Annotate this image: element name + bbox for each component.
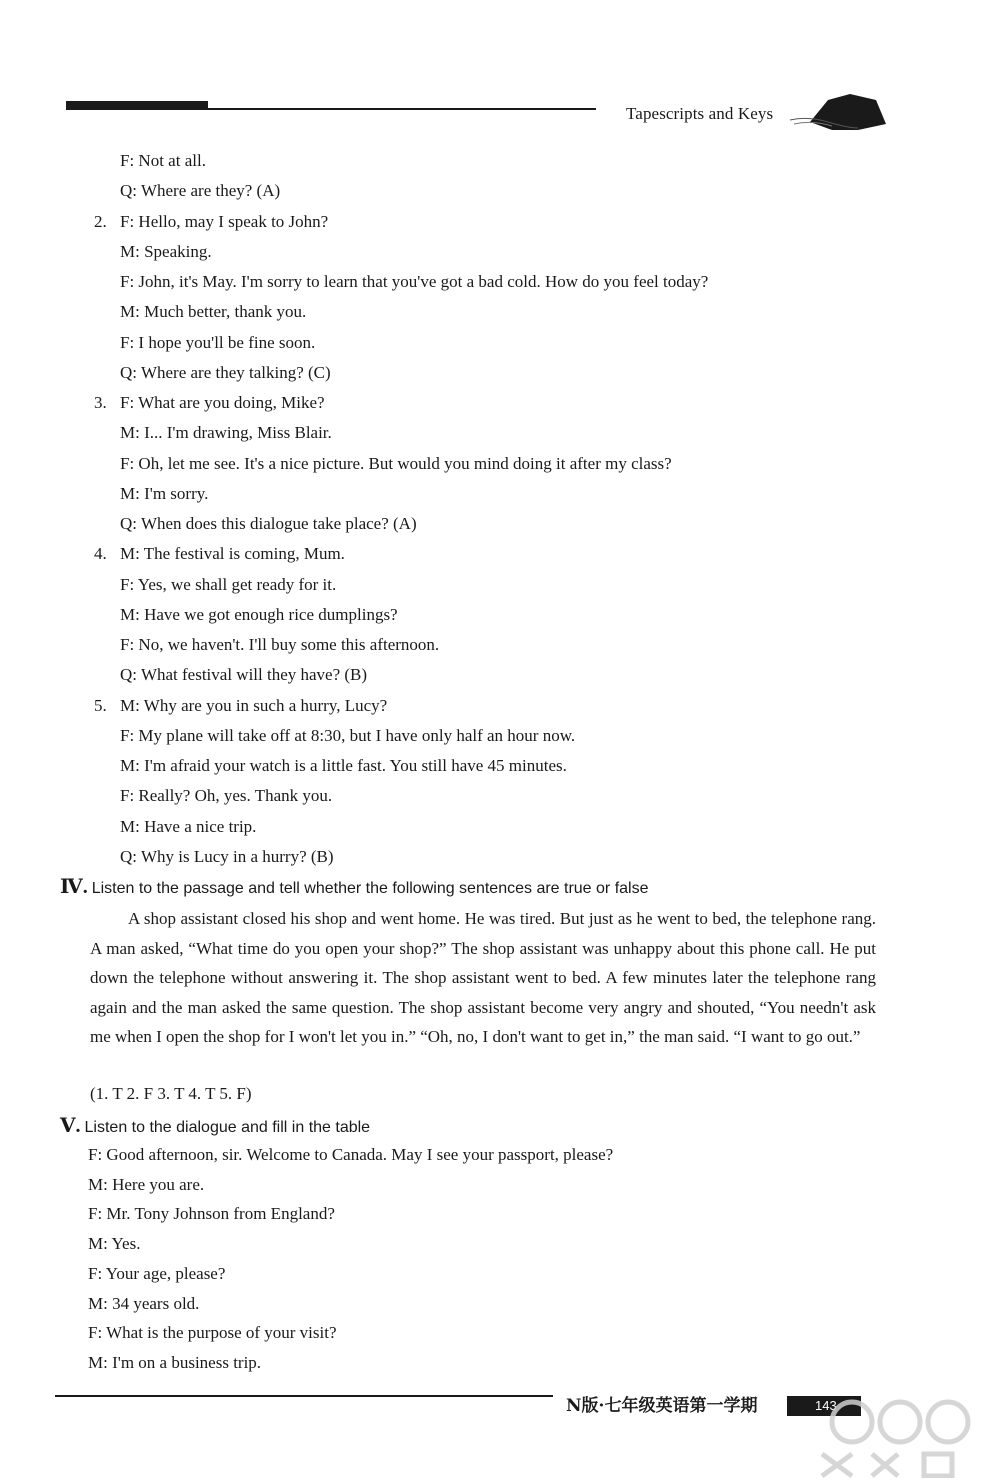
section-4-answers: (1. T 2. F 3. T 4. T 5. F) xyxy=(90,1084,252,1103)
line-text: Q: Why is Lucy in a hurry? (B) xyxy=(120,846,334,866)
dialogue-line xyxy=(120,484,208,504)
section-4-heading xyxy=(60,874,649,899)
line-text: F: No, we haven't. I'll buy some this afternoon. xyxy=(120,635,440,654)
dialogue-line xyxy=(120,635,439,655)
line-text: Q: When does this dialogue take place? (A) xyxy=(120,514,417,533)
line-text: Q: Where are they talking? (C) xyxy=(120,362,331,382)
line-text: F: Yes, we shall get ready for it. xyxy=(120,574,337,594)
dialogue-line: F: What is the purpose of your visit? xyxy=(88,1323,337,1343)
line-text: M: Have we got enough rice dumplings? xyxy=(120,604,398,624)
line-text: F: John, it's May. I'm sorry to learn that you've got a bad cold. How do you feel today? xyxy=(120,272,709,291)
watermark-icon xyxy=(812,1392,982,1478)
page-number: 143 xyxy=(787,1396,861,1416)
dialogue-line: M: Yes. xyxy=(88,1234,141,1254)
item-number: 2. xyxy=(94,211,107,231)
item-number: 5. xyxy=(94,695,107,715)
line-text: M: I'm afraid your watch is a little fast. You still have 45 minutes. xyxy=(120,756,567,775)
dialogue-line xyxy=(120,181,280,201)
line-text: F: What are you doing, Mike? xyxy=(120,393,325,412)
dialogue-line xyxy=(120,151,206,171)
line-text: M: Speaking. xyxy=(120,241,212,261)
book-icon xyxy=(788,86,888,136)
dialogue-line xyxy=(120,665,367,685)
dialogue-line xyxy=(120,817,256,837)
line-text: F: Really? Oh, yes. Thank you. xyxy=(120,786,333,806)
dialogue-line xyxy=(120,272,708,292)
dialogue-line xyxy=(120,605,398,625)
section-5-numeral: Ⅴ. xyxy=(60,1115,81,1137)
dialogue-line: F: Good afternoon, sir. Welcome to Canada. May I see your passport, please? xyxy=(88,1145,614,1164)
section-5-title: Listen to the dialogue and fill in the table xyxy=(84,1119,371,1136)
section-4-passage: A shop assistant closed his shop and went home. He was tired. But just as he went to bed, the telephone rang. A man asked, “What time do you open your shop?” The shop assistant was unhappy about this phone call. He put down the telephone without answering it. The shop assistant went to bed. A few minutes later the telephone rang again and the man asked the same question. The shop assistant become very angry and shouted, “You needn't ask me when I open the shop for I won't let you in.” “Oh, no, I don't want to get in,” the man said. “I want to go out.” xyxy=(90,909,876,1047)
section-4-title: Listen to the passage and tell whether the following sentences are true or false xyxy=(91,880,649,897)
line-text: M: I'm sorry. xyxy=(120,483,209,503)
header-title: Tapescripts and Keys xyxy=(626,104,774,123)
dialogue-line xyxy=(120,423,332,443)
line-text: M: Why are you in such a hurry, Lucy? xyxy=(120,695,388,715)
dialogue-line xyxy=(120,575,336,595)
line-text: F: Oh, let me see. It's a nice picture. But would you mind doing it after my class? xyxy=(120,453,672,473)
dialogue-line xyxy=(120,514,417,534)
dialogue-line: F: Mr. Tony Johnson from England? xyxy=(88,1204,335,1224)
dialogue-line xyxy=(94,544,345,564)
dialogue-line xyxy=(120,786,332,806)
line-text: Q: What festival will they have? (B) xyxy=(120,665,368,685)
line-text: M: Much better, thank you. xyxy=(120,302,307,322)
dialogue-line xyxy=(120,454,672,474)
dialogue-line xyxy=(120,242,212,262)
section-4-numeral: Ⅳ. xyxy=(60,876,88,898)
footer-rule xyxy=(55,1395,553,1397)
dialogue-line xyxy=(120,302,306,322)
dialogue-line: M: 34 years old. xyxy=(88,1293,200,1313)
header-bar-thin xyxy=(208,108,596,110)
dialogue-line xyxy=(120,756,567,776)
line-text: M: I... I'm drawing, Miss Blair. xyxy=(120,423,332,443)
dialogue-line xyxy=(94,393,325,413)
dialogue-line xyxy=(94,212,328,232)
dialogue-line xyxy=(94,696,387,716)
item-number: 3. xyxy=(94,393,107,412)
dialogue-line xyxy=(120,726,575,746)
dialogue-line: M: I'm on a business trip. xyxy=(88,1352,262,1372)
line-text: F: Not at all. xyxy=(120,151,206,170)
footer-text: N版·七年级英语第一学期 xyxy=(566,1396,758,1416)
dialogue-line: F: Your age, please? xyxy=(88,1263,226,1283)
line-text: F: Hello, may I speak to John? xyxy=(120,211,329,231)
line-text: Q: Where are they? (A) xyxy=(120,181,281,201)
line-text: M: The festival is coming, Mum. xyxy=(120,544,345,564)
line-text: M: Have a nice trip. xyxy=(120,816,257,836)
dialogue-line xyxy=(120,333,315,353)
dialogue-line xyxy=(120,363,331,383)
header-bar-thick xyxy=(66,101,208,110)
dialogue-line xyxy=(120,847,334,867)
line-text: F: I hope you'll be fine soon. xyxy=(120,332,316,352)
section-5-heading xyxy=(60,1113,370,1138)
item-number: 4. xyxy=(94,544,107,564)
line-text: F: My plane will take off at 8:30, but I have only half an hour now. xyxy=(120,725,576,745)
dialogue-line: M: Here you are. xyxy=(88,1174,205,1194)
